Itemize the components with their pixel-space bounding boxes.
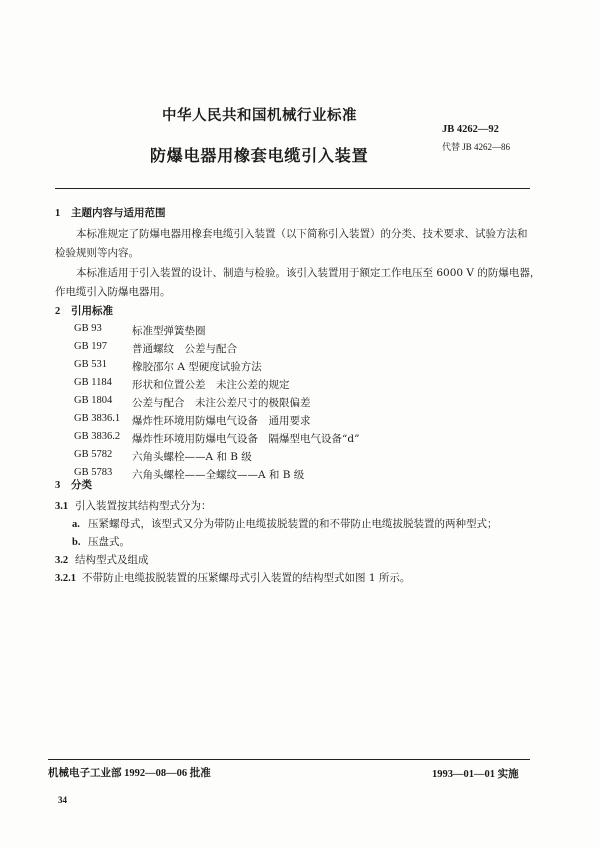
- subsection-number: 3.2: [55, 555, 69, 566]
- implementation-date: 1993—01—01 实施: [432, 769, 519, 780]
- reference-code: GB 3836.2: [74, 431, 121, 442]
- footer-divider: [48, 759, 530, 760]
- reference-code: GB 5782: [74, 449, 113, 460]
- reference-code: GB 93: [74, 323, 102, 334]
- reference-code: GB 1804: [74, 395, 113, 406]
- reference-code: GB 5783: [74, 467, 113, 478]
- reference-title: 普通螺纹 公差与配合: [132, 343, 237, 355]
- list-label: a.: [72, 519, 80, 530]
- section-title: 主题内容与适用范围: [71, 207, 166, 219]
- reference-title: 形状和位置公差 未注公差的规定: [132, 379, 290, 391]
- reference-code: GB 531: [74, 359, 107, 370]
- section-number: 1: [55, 208, 61, 219]
- reference-title: 六角头螺栓——A 和 B 级: [132, 451, 252, 463]
- subsection-number: 3.2.1: [55, 573, 76, 584]
- section-title: 分类: [71, 479, 92, 491]
- list-text: 压盘式。: [88, 536, 130, 548]
- reference-code: GB 197: [74, 341, 107, 352]
- reference-code: GB 1184: [74, 377, 112, 388]
- subsection-text: 不带防止电缆拔脱装置的压紧螺母式引入装置的结构型式如图 1 所示。: [82, 572, 411, 584]
- paragraph-line: 本标准适用于引入装置的设计、制造与检验。该引入装置用于额定工作电压至 6000 V 的防爆电器，: [76, 267, 541, 279]
- subsection-3-1: [55, 498, 212, 513]
- reference-title: 橡胶邵尔 A 型硬度试验方法: [132, 361, 262, 373]
- document-title: 防爆电器用橡套电缆引入装置: [150, 146, 369, 165]
- subsection-text: 结构型式及组成: [75, 554, 149, 566]
- header-divider: [55, 188, 530, 189]
- reference-title: 爆炸性环境用防爆电气设备 通用要求: [132, 415, 311, 427]
- paragraph-line: 作电缆引入防爆电器用。: [55, 286, 171, 298]
- section-number: 3: [55, 480, 61, 491]
- section-1-heading: [55, 205, 166, 220]
- section-title: 引用标准: [71, 305, 113, 317]
- org-title: 中华人民共和国机械行业标准: [162, 108, 357, 124]
- list-item: [72, 516, 498, 531]
- subsection-3-2: [55, 552, 149, 567]
- list-item: [72, 534, 130, 549]
- section-2-heading: [55, 303, 113, 318]
- subsection-3-2-1: [55, 570, 410, 585]
- paragraph-line: 本标准规定了防爆电器用橡套电缆引入装置（以下简称引入装置）的分类、技术要求、试验方法和: [76, 228, 528, 240]
- subsection-number: 3.1: [55, 501, 69, 512]
- reference-title: 爆炸性环境用防爆电气设备 隔爆型电气设备“d”: [132, 433, 360, 445]
- replaces-standard: 代替 JB 4262—86: [442, 142, 511, 152]
- reference-code: GB 3836.1: [74, 413, 121, 424]
- paragraph-line: 检验规则等内容。: [55, 247, 139, 259]
- subsection-text: 引入装置按其结构型式分为：: [75, 500, 212, 512]
- section-3-heading: [55, 477, 92, 492]
- standard-number: JB 4262—92: [442, 124, 499, 135]
- list-label: b.: [72, 537, 81, 548]
- approval-date: 机械电子工业部 1992—08—06 批准: [48, 768, 211, 779]
- reference-title: 标准型弹簧垫圈: [132, 325, 206, 337]
- page-number: 34: [58, 795, 67, 805]
- list-text: 压紧螺母式，该型式又分为带防止电缆拔脱装置的和不带防止电缆拔脱装置的两种型式；: [88, 518, 498, 530]
- reference-title: 公差与配合 未注公差尺寸的极限偏差: [132, 397, 311, 409]
- reference-title: 六角头螺栓——全螺纹——A 和 B 级: [132, 469, 305, 481]
- section-number: 2: [55, 306, 61, 317]
